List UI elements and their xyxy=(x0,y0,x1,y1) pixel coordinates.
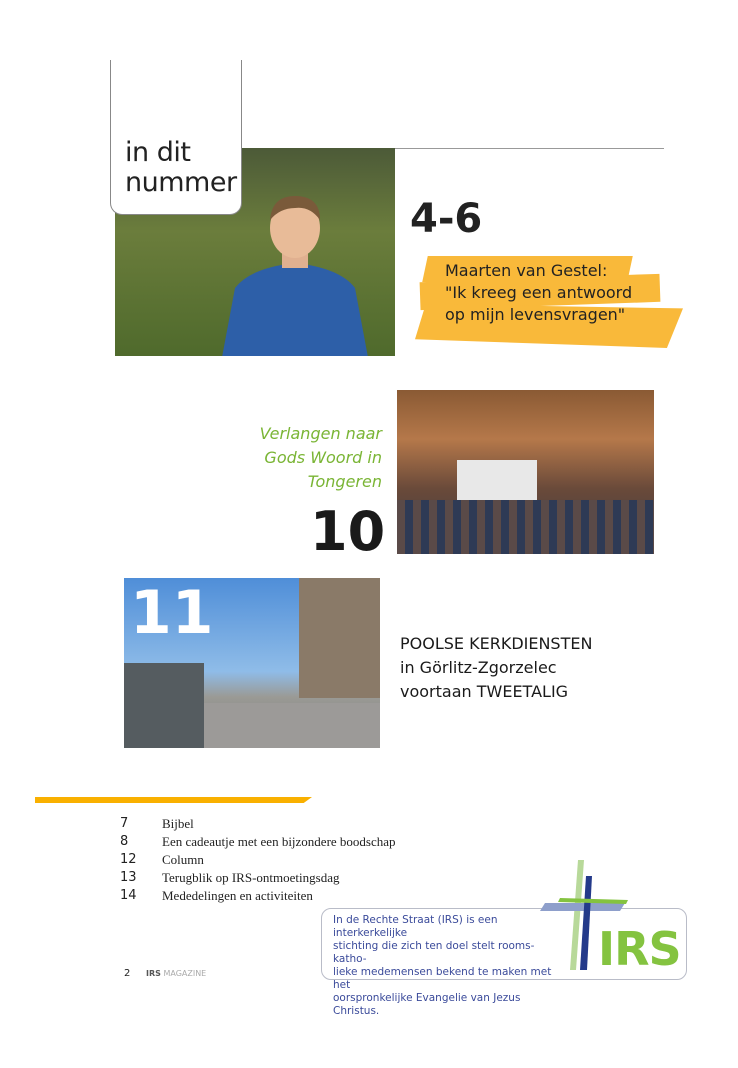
mag-brand: IRS xyxy=(146,969,161,978)
feature2-page: 10 xyxy=(310,500,386,563)
feature3-headline-line: voortaan TWEETALIG xyxy=(400,682,569,701)
info-text xyxy=(333,914,563,1018)
title-tab xyxy=(110,60,242,215)
toc-title: Column xyxy=(162,852,204,867)
toc-title: Terugblik op IRS-ontmoetingsdag xyxy=(162,870,340,885)
table-of-contents xyxy=(120,816,396,906)
toc-item[interactable] xyxy=(120,852,396,870)
toc-page: 8 xyxy=(120,834,129,849)
toc-item[interactable] xyxy=(120,888,396,906)
info-line: oorspronkelijke Evangelie van Jezus Christus. xyxy=(333,992,521,1017)
orange-rule xyxy=(35,797,312,803)
info-line: In de Rechte Straat (IRS) is een interkerkelijke xyxy=(333,914,498,939)
feature3-page: 11 xyxy=(130,578,214,648)
irs-logo: IRS xyxy=(598,922,681,976)
toc-page: 14 xyxy=(120,888,137,903)
feature2-headline xyxy=(220,422,382,494)
toc-item[interactable] xyxy=(120,816,396,834)
feature1-headline-line: "Ik kreeg een antwoord xyxy=(445,283,633,302)
photo-church-meeting xyxy=(397,390,654,554)
feature3-headline-line: in Görlitz-Zgorzelec xyxy=(400,658,557,677)
toc-page: 7 xyxy=(120,816,129,831)
toc-page: 12 xyxy=(120,852,137,867)
feature1-headline-line: Maarten van Gestel: xyxy=(445,261,608,280)
page-number: 2 xyxy=(124,968,131,979)
toc-item[interactable] xyxy=(120,834,396,852)
toc-title: Mededelingen en activiteiten xyxy=(162,888,313,903)
magazine-name xyxy=(146,969,206,978)
toc-item[interactable] xyxy=(120,870,396,888)
feature3-headline xyxy=(400,632,592,704)
feature1-headline-line: op mijn levensvragen" xyxy=(445,305,626,324)
feature2-headline-line: Tongeren xyxy=(307,472,382,491)
mag-word: MAGAZINE xyxy=(163,969,207,978)
feature2-headline-line: Gods Woord in xyxy=(264,448,382,467)
info-line: lieke medemensen bekend te maken met het xyxy=(333,966,552,991)
page-title: in dit nummer xyxy=(125,137,237,198)
toc-title: Bijbel xyxy=(162,816,194,831)
feature2-headline-line: Verlangen naar xyxy=(259,424,382,443)
feature3-headline-line: POOLSE KERKDIENSTEN xyxy=(400,634,593,653)
info-line: stichting die zich ten doel stelt rooms-katho- xyxy=(333,940,535,965)
toc-page: 13 xyxy=(120,870,137,885)
toc-title: Een cadeautje met een bijzondere boodschap xyxy=(162,834,396,849)
feature1-pages: 4-6 xyxy=(410,196,483,242)
feature1-headline-banner xyxy=(415,252,685,348)
